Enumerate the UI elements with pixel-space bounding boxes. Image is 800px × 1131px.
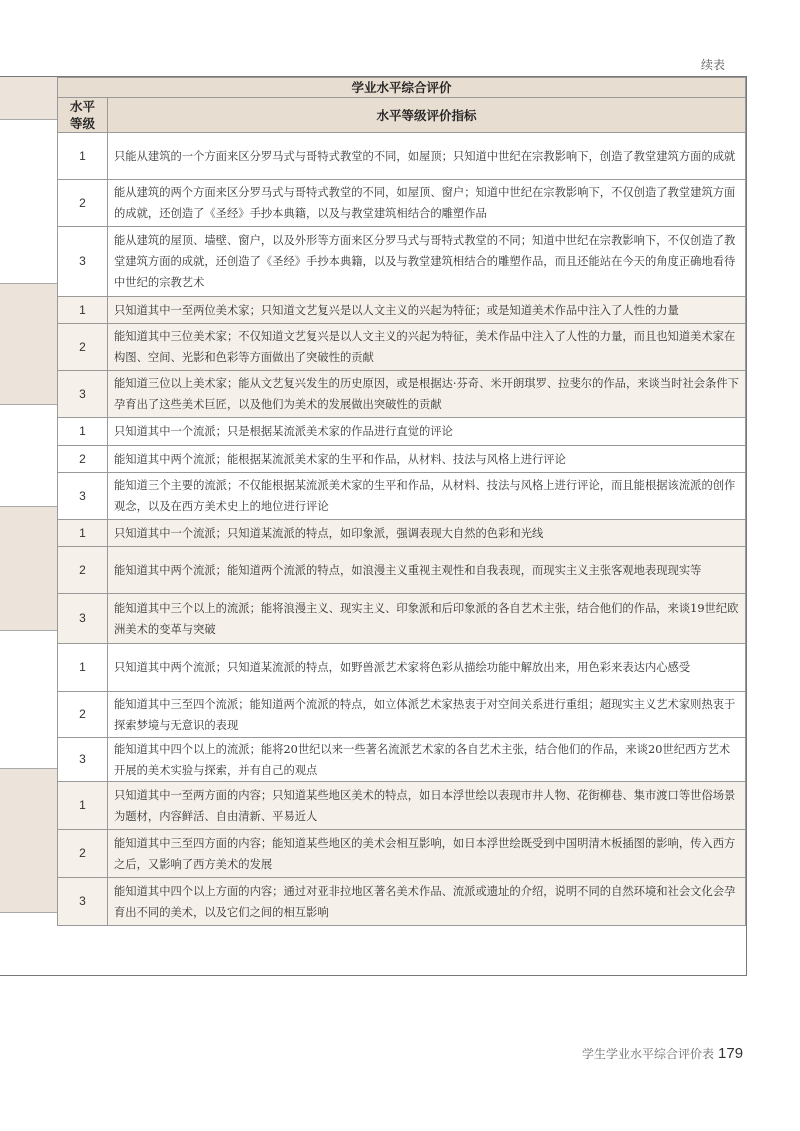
- level-cell: 1: [58, 520, 108, 547]
- level-cell: 2: [58, 547, 108, 594]
- column-header-indicator: 水平等级评价指标: [108, 98, 746, 133]
- level-cell: 2: [58, 830, 108, 878]
- indicator-cell: 能知道其中四个以上的流派；能将20世纪以来一些著名流派艺术家的各自艺术主张，结合他们的作品，来谈20世纪西方艺术开展的美术实验与探索，并有自己的观点: [108, 738, 746, 782]
- column-header-level: 水平等级: [58, 98, 108, 133]
- level-cell: 1: [58, 133, 108, 180]
- indicator-cell: 能知道其中四个以上方面的内容；通过对亚非拉地区著名美术作品、流派或遗址的介绍，说明不同的自然环境和社会文化会孕育出不同的美术，以及它们之间的相互影响: [108, 878, 746, 926]
- evaluation-table-frame: [0, 76, 747, 976]
- left-column-group-1: [0, 120, 57, 284]
- page-number: 179: [718, 1045, 744, 1062]
- group-title: 学业水平综合评价: [58, 78, 746, 98]
- indicator-cell: 能知道其中三至四方面的内容；能知道某些地区的美术会相互影响，如日本浮世绘既受到中国明清木板插图的影响，传入西方之后，又影响了西方美术的发展: [108, 830, 746, 878]
- indicator-cell: 能从建筑的屋顶、墙壁、窗户，以及外形等方面来区分罗马式与哥特式教堂的不同；知道中世纪在宗教影响下，不仅创造了教堂建筑方面的成就，还创造了《圣经》手抄本典籍，以及与教堂建筑相结合的雕塑作品，而且还能站在今天的角度正确地看待中世纪的宗教艺术: [108, 227, 746, 297]
- level-cell: 1: [58, 418, 108, 446]
- indicator-cell: 能知道其中三位美术家；不仅知道文艺复兴是以人文主义的兴起为特征，美术作品中注入了人性的力量，而且也知道美术家在构图、空间、光影和色彩等方面做出了突破性的贡献: [108, 324, 746, 371]
- indicator-cell: 只知道其中一至两位美术家；只知道文艺复兴是以人文主义的兴起为特征；或是知道美术作品中注入了人性的力量: [108, 297, 746, 324]
- level-cell: 3: [58, 371, 108, 418]
- level-cell: 1: [58, 782, 108, 830]
- left-column-group-3: [0, 405, 57, 507]
- level-cell: 3: [58, 594, 108, 644]
- footer-title: 学生学业水平综合评价表: [582, 1047, 715, 1061]
- indicator-cell: 能知道其中两个流派；能知道两个流派的特点，如浪漫主义重视主观性和自我表现，而现实主义主张客观地表现现实等: [108, 547, 746, 594]
- left-column-group-6: [0, 769, 57, 913]
- level-cell: 3: [58, 878, 108, 926]
- level-cell: 3: [58, 473, 108, 520]
- level-cell: 2: [58, 446, 108, 473]
- indicator-cell: 能知道三个主要的流派；不仅能根据某流派美术家的生平和作品，从材料、技法与风格上进行评论，而且能根据该流派的创作观念，以及在西方美术史上的地位进行评论: [108, 473, 746, 520]
- level-cell: 3: [58, 738, 108, 782]
- indicator-cell: 只能从建筑的一个方面来区分罗马式与哥特式教堂的不同，如屋顶；只知道中世纪在宗教影响下，创造了教堂建筑方面的成就: [108, 133, 746, 180]
- level-cell: 2: [58, 180, 108, 227]
- level-cell: 1: [58, 644, 108, 692]
- level-cell: 2: [58, 324, 108, 371]
- left-column-group-4: [0, 507, 57, 631]
- left-column-header: [0, 77, 57, 120]
- indicator-cell: 能知道其中两个流派；能根据某流派美术家的生平和作品，从材料、技法与风格上进行评论: [108, 446, 746, 473]
- indicator-cell: 能知道其中三至四个流派；能知道两个流派的特点，如立体派艺术家热衷于对空间关系进行重组；超现实主义艺术家则热衷于探索梦境与无意识的表现: [108, 692, 746, 738]
- indicator-cell: 能知道其中三个以上的流派；能将浪漫主义、现实主义、印象派和后印象派的各自艺术主张，结合他们的作品，来谈19世纪欧洲美术的变革与突破: [108, 594, 746, 644]
- continued-label: 续表: [701, 58, 726, 72]
- evaluation-table: [57, 77, 746, 926]
- level-cell: 1: [58, 297, 108, 324]
- level-cell: 3: [58, 227, 108, 297]
- indicator-cell: 能从建筑的两个方面来区分罗马式与哥特式教堂的不同，如屋顶、窗户；知道中世纪在宗教影响下，不仅创造了教堂建筑方面的成就，还创造了《圣经》手抄本典籍，以及与教堂建筑相结合的雕塑作品: [108, 180, 746, 227]
- indicator-cell: 只知道其中一个流派；只是根据某流派美术家的作品进行直觉的评论: [108, 418, 746, 446]
- page-footer: [582, 1045, 743, 1062]
- indicator-cell: 只知道其中一个流派；只知道某流派的特点，如印象派，强调表现大自然的色彩和光线: [108, 520, 746, 547]
- indicator-cell: 只知道其中两个流派；只知道某流派的特点，如野兽派艺术家将色彩从描绘功能中解放出来，用色彩来表达内心感受: [108, 644, 746, 692]
- left-column-group-5: [0, 631, 57, 769]
- left-column-group-2: [0, 284, 57, 405]
- indicator-cell: 只知道其中一至两方面的内容；只知道某些地区美术的特点，如日本浮世绘以表现市井人物、花街柳巷、集市渡口等世俗场景为题材，内容鲜活、自由清新、平易近人: [108, 782, 746, 830]
- indicator-cell: 能知道三位以上美术家；能从文艺复兴发生的历史原因，或是根据达·芬奇、米开朗琪罗、拉斐尔的作品，来谈当时社会条件下孕育出了这些美术巨匠，以及他们为美术的发展做出突破性的贡献: [108, 371, 746, 418]
- level-cell: 2: [58, 692, 108, 738]
